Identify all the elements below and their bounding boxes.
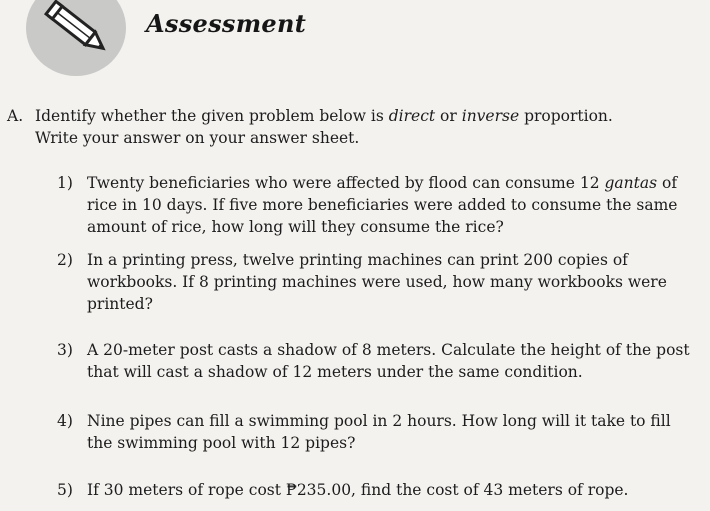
- pencil-icon: [38, 0, 116, 60]
- problem-item-4: [57, 410, 693, 454]
- problem-text-part2: of rice in 10 days. If five more beneficiaries were added to consume the same amount of rice, how long will they consume the rice?: [87, 174, 678, 236]
- instruction-emphasis-direct: direct: [388, 107, 436, 125]
- section-letter: A.: [7, 107, 24, 125]
- problem-number: 5): [57, 481, 73, 499]
- problem-text: Nine pipes can fill a swimming pool in 2 hours. How long will it take to fill the swimming pool with 12 pipes?: [87, 412, 671, 452]
- problem-item-3: [57, 339, 693, 383]
- problem-text: In a printing press, twelve printing machines can print 200 copies of workbooks. If 8 printing machines were used, how many workbooks were printed?: [87, 251, 667, 313]
- problem-number: 4): [57, 412, 73, 430]
- problem-number: 2): [57, 251, 73, 269]
- instruction-text-part3: proportion.: [519, 107, 613, 125]
- problem-text: [63, 172, 693, 238]
- problem-item-5: [57, 479, 693, 501]
- problem-text: If 30 meters of rope cost ₱235.00, find the cost of 43 meters of rope.: [87, 481, 629, 499]
- problem-item-1: [57, 172, 693, 238]
- problem-text: A 20-meter post casts a shadow of 8 meters. Calculate the height of the post that will cast a shadow of 12 meters under the same condition.: [87, 341, 690, 381]
- problem-number: 1): [57, 174, 73, 192]
- instruction-text-part1: Identify whether the given problem below is: [35, 107, 389, 125]
- problem-text-emphasis: gantas: [604, 174, 658, 192]
- problem-number: 3): [57, 341, 73, 359]
- problem-text-part1: Twenty beneficiaries who were affected by flood can consume 12: [87, 174, 605, 192]
- instruction-text-part2: or: [435, 107, 462, 125]
- instruction-line-2: Write your answer on your answer sheet.: [35, 129, 360, 147]
- problem-item-2: [57, 249, 693, 315]
- instruction-emphasis-inverse: inverse: [461, 107, 520, 125]
- page-title: Assessment: [146, 9, 307, 38]
- section-a-instruction: [7, 105, 697, 149]
